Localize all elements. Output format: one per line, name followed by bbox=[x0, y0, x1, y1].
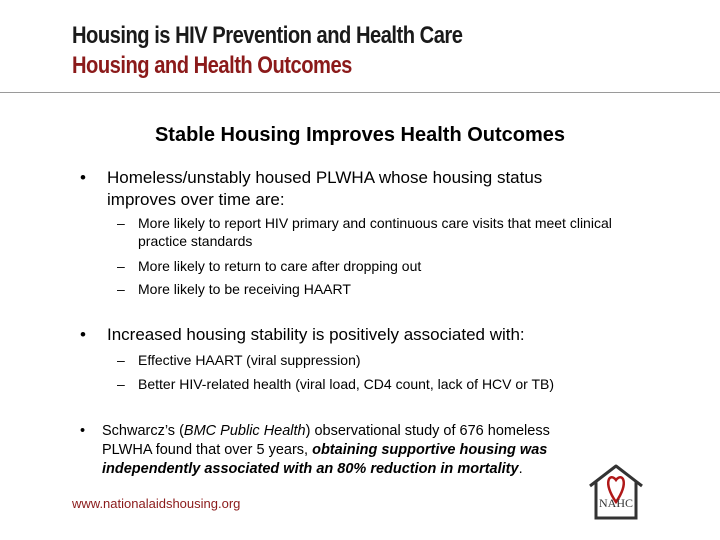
dash-symbol: – bbox=[117, 281, 125, 297]
header-divider bbox=[0, 92, 720, 93]
slide-header bbox=[0, 0, 720, 92]
bullet-symbol: • bbox=[80, 423, 86, 439]
bullet-text bbox=[102, 422, 602, 479]
slide-section-title: Housing and Health Outcomes bbox=[72, 52, 352, 79]
bullet-symbol: • bbox=[80, 325, 86, 344]
bullet-text-mid: ) observational study of 676 homeless PLWHA found that over 5 years, bbox=[102, 423, 550, 458]
dash-symbol: – bbox=[117, 352, 125, 368]
dash-symbol: – bbox=[117, 215, 125, 231]
bullet-text: Increased housing stability is positively associated with: bbox=[107, 325, 525, 344]
nahc-logo bbox=[586, 462, 646, 522]
sub-bullet-text: Effective HAART (viral suppression) bbox=[138, 352, 361, 368]
slide-title: Housing is HIV Prevention and Health Care bbox=[72, 22, 463, 49]
logo-text: NAHC bbox=[598, 496, 634, 510]
bullet-text: Homeless/unstably housed PLWHA whose housing status improves over time are: bbox=[107, 168, 543, 209]
sub-bullet-text: More likely to report HIV primary and continuous care visits that meet clinical practice standards bbox=[138, 215, 612, 249]
sub-bullet-text: More likely to return to care after dropping out bbox=[138, 258, 422, 274]
bullet-text-pre: Schwarcz’s ( bbox=[102, 423, 184, 439]
house-icon bbox=[586, 462, 646, 522]
sub-bullet-text: More likely to be receiving HAART bbox=[138, 281, 351, 297]
dash-symbol: – bbox=[117, 376, 125, 392]
sub-bullet-text: Better HIV-related health (viral load, CD4 count, lack of HCV or TB) bbox=[138, 376, 555, 392]
bullet-text-post: . bbox=[518, 461, 523, 477]
publication-name: BMC Public Health bbox=[183, 423, 306, 439]
dash-symbol: – bbox=[117, 258, 125, 274]
footer-url[interactable]: www.nationalaidshousing.org bbox=[72, 496, 241, 511]
bullet-symbol: • bbox=[80, 168, 86, 187]
bullet-emphasis: obtaining supportive housing was independently associated with an 80% reduction in mortality bbox=[102, 442, 548, 477]
content-heading: Stable Housing Improves Health Outcomes bbox=[154, 124, 566, 146]
